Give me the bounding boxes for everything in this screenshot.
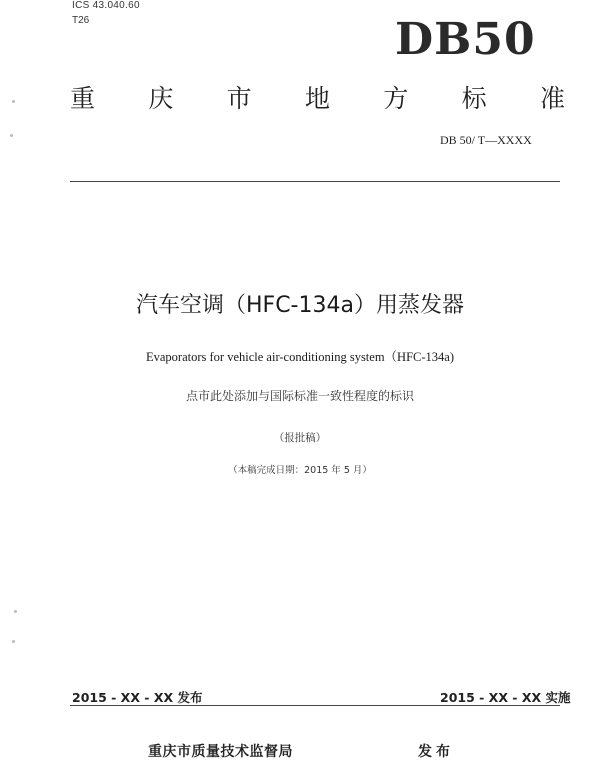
scan-speck [12,100,15,103]
db-logo: DB50 [395,14,536,65]
title-english: Evaporators for vehicle air-conditioning system（HFC-134a) [145,350,454,364]
issue-date: 2015 - XX - XX 发布 [72,690,203,705]
consistency-note: 点市此处添加与国际标准一致性程度的标识 [185,389,414,403]
standard-number: DB 50/ T—XXXX [440,133,532,147]
category-char: 市 [226,84,252,113]
ccs-code: T26 [72,15,90,26]
scan-speck [12,640,15,643]
standard-category [70,86,565,111]
footer-divider [70,705,560,706]
category-char: 重 [70,84,96,113]
category-char: 准 [539,84,565,113]
publish-label: 发布 [418,744,454,760]
category-char: 方 [383,84,409,113]
category-char: 庆 [148,84,174,113]
header-divider [70,181,560,182]
scan-speck [10,134,13,137]
draft-status: （报批稿） [273,432,327,444]
scan-speck [14,610,17,613]
completion-date: （本稿完成日期：2015 年 5 月） [228,465,372,476]
ics-code: ICS 43.040.60 [72,0,140,11]
issuing-authority: 重庆市质量技术监督局 [148,744,293,760]
category-char: 地 [304,84,330,113]
implement-date: 2015 - XX - XX 实施 [440,690,571,705]
category-char: 标 [461,84,487,113]
title-chinese: 汽车空调（HFC-134a）用蒸发器 [136,293,464,318]
